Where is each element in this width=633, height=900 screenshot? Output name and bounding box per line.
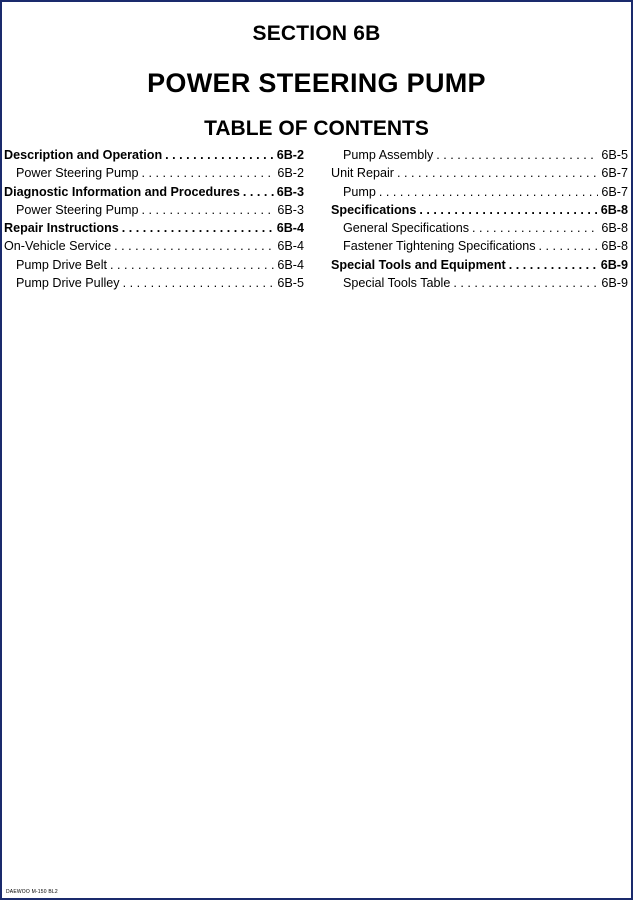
dot-leader: [436, 146, 598, 164]
toc-entry[interactable]: [4, 274, 304, 292]
dot-leader: [419, 201, 597, 219]
toc-heading: TABLE OF CONTENTS: [204, 117, 429, 140]
toc-left-column: [4, 146, 304, 292]
dot-leader: [110, 256, 274, 274]
dot-leader: [142, 164, 275, 182]
toc-entry-page: 6B-8: [601, 239, 628, 254]
toc-entry[interactable]: [4, 183, 304, 201]
dot-leader: [397, 164, 598, 182]
toc-entry[interactable]: [331, 164, 628, 182]
toc-entry[interactable]: [331, 256, 628, 274]
toc-right-column: [331, 146, 628, 292]
toc-entry-label: Diagnostic Information and Procedures: [4, 184, 240, 199]
toc-entry-label: Pump Drive Pulley: [16, 276, 120, 291]
toc-entry-page: 6B-2: [276, 148, 304, 162]
toc-entry-page: 6B-3: [276, 184, 304, 199]
toc-entry[interactable]: [331, 146, 628, 164]
toc-entry-label: Power Steering Pump: [16, 202, 139, 217]
toc-entry-page: 6B-9: [601, 276, 628, 291]
dot-leader: [379, 183, 598, 201]
toc-entry-page: 6B-4: [276, 221, 304, 236]
dot-leader: [165, 146, 274, 164]
toc-entry-page: 6B-8: [600, 202, 628, 217]
page-title: POWER STEERING PUMP: [147, 68, 486, 98]
dot-leader: [123, 274, 275, 292]
toc-entry[interactable]: [4, 201, 304, 219]
dot-leader: [509, 256, 598, 274]
toc-entry[interactable]: [331, 183, 628, 201]
footer-doc-code: DAEWOO M-150 BL2: [6, 889, 58, 895]
toc-entry-page: 6B-4: [277, 257, 304, 272]
toc-entry-page: 6B-7: [601, 184, 628, 199]
toc-entry[interactable]: [4, 164, 304, 182]
toc-entry[interactable]: [4, 256, 304, 274]
toc-entry-label: Pump Drive Belt: [16, 257, 107, 272]
toc-entry-page: 6B-4: [277, 239, 304, 254]
toc-entry[interactable]: [4, 146, 304, 164]
dot-leader: [114, 237, 274, 255]
toc-entry-page: 6B-8: [601, 221, 628, 236]
toc-entry-page: 6B-2: [277, 166, 304, 181]
toc-entry[interactable]: [4, 237, 304, 255]
section-number: SECTION 6B: [252, 22, 381, 45]
toc-entry-label: Repair Instructions: [4, 221, 119, 236]
dot-leader: [122, 219, 274, 237]
dot-leader: [453, 274, 598, 292]
toc-entry[interactable]: [331, 274, 628, 292]
toc-entry-label: Description and Operation: [4, 148, 163, 162]
toc-entry-page: 6B-5: [601, 148, 628, 162]
dot-leader: [539, 237, 599, 255]
toc-entry[interactable]: [331, 219, 628, 237]
dot-leader: [243, 183, 274, 201]
toc-entry-label: Pump: [343, 184, 376, 199]
toc-entry-label: General Specifications: [343, 221, 470, 236]
toc-entry-page: 6B-7: [601, 166, 628, 181]
toc-entry[interactable]: [331, 237, 628, 255]
toc-entry[interactable]: [4, 219, 304, 237]
toc-entry-label: Fastener Tightening Specifications: [343, 239, 536, 254]
dot-leader: [472, 219, 598, 237]
toc-entry-label: Unit Repair: [331, 166, 394, 181]
toc-entry-label: Special Tools Table: [343, 276, 451, 291]
toc-entry[interactable]: [331, 201, 628, 219]
toc-entry-label: Special Tools and Equipment: [331, 257, 506, 272]
toc-entry-page: 6B-5: [277, 276, 304, 291]
toc-entry-page: 6B-3: [277, 202, 304, 217]
toc-entry-label: Specifications: [331, 202, 417, 217]
toc-entry-page: 6B-9: [600, 257, 628, 272]
toc-entry-label: On-Vehicle Service: [4, 239, 112, 254]
toc-entry-label: Pump Assembly: [343, 148, 434, 162]
toc-entry-label: Power Steering Pump: [16, 166, 139, 181]
dot-leader: [142, 201, 275, 219]
